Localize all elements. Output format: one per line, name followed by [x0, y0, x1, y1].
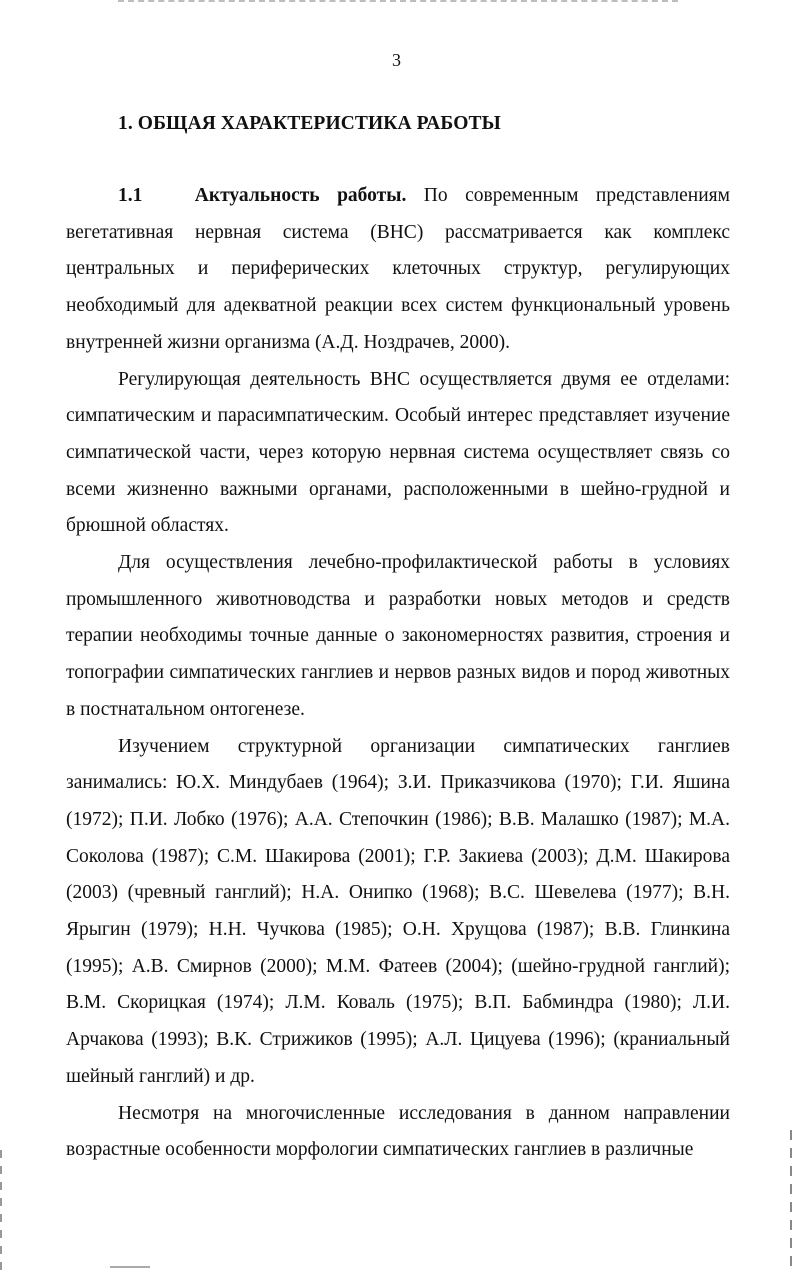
scan-artifact-bottom-line: [110, 1266, 150, 1268]
page-number: 3: [392, 50, 401, 70]
scan-artifact-top-line: [118, 0, 678, 4]
scan-artifact-right-edge: [790, 1130, 792, 1270]
paragraph: Несмотря на многочисленные исследования в данном направлении возрастные особенности морфологии симпатических ганглиев в различные: [66, 1102, 730, 1161]
chapter-heading: 1. ОБЩАЯ ХАРАКТЕРИСТИКА РАБОТЫ: [118, 113, 501, 134]
paragraph: Для осуществления лечебно-профилактической работы в условиях промышленного животноводства и разработки новых методов и средств терапии необходимы точные данные о закономерностях развития, строения и топографии симпатических ганглиев и нервов разных видов и пород животных в постнатальном онтогенезе.: [66, 552, 730, 720]
paragraph-relevance: [66, 178, 730, 362]
paragraph: Изучением структурной организации симпатических ганглиев занимались: Ю.Х. Миндубаев (1964); З.И. Приказчикова (1970); Г.И. Яшина (1972); П.И. Лобко (1976); А.А. Степочкин (1986); В.В. Малашко (1987); М.А. Соколова (1987); С.М. Шакирова (2001); Г.Р. Закиева (2003); Д.М. Шакирова (2003) (чревный ганглий); Н.А. Онипко (1968); В.С. Шевелева (1977); В.Н. Ярыгин (1979); Н.Н. Чучкова (1985); О.Н. Хрущова (1987); В.В. Глинкина (1995); А.В. Смирнов (2000); М.М. Фатеев (2004); (шейно-грудной ганглий); В.М. Скорицкая (1974); Л.М. Коваль (1975); В.П. Бабминдра (1980); Л.И. Арчакова (1993); В.К. Стрижиков (1995); А.Л. Цицуева (1996); (краниальный шейный ганглий) и др.: [66, 735, 730, 1087]
paragraph: Регулирующая деятельность ВНС осуществляется двумя ее отделами: симпатическим и парасимпатическим. Особый интерес представляет изучение симпатической части, через которую нервная система осуществляет связь со всеми жизненно важными органами, расположенными в шейно-грудной и брюшной областях.: [66, 368, 730, 537]
section-number: 1.1: [118, 185, 143, 206]
paragraph-relevance-text: По современным представлениям вегетативная нервная система (ВНС) рассматривается как комплекс центральных и периферических клеточных структур, регулирующих необходимый для адекватной реакции всех систем функциональный уровень внутренней жизни организма (А.Д. Ноздрачев, 2000).: [66, 185, 730, 353]
scan-artifact-left-edge: [0, 1150, 2, 1270]
body-text: [66, 178, 730, 1169]
section-title: Актуальность работы.: [194, 185, 407, 206]
